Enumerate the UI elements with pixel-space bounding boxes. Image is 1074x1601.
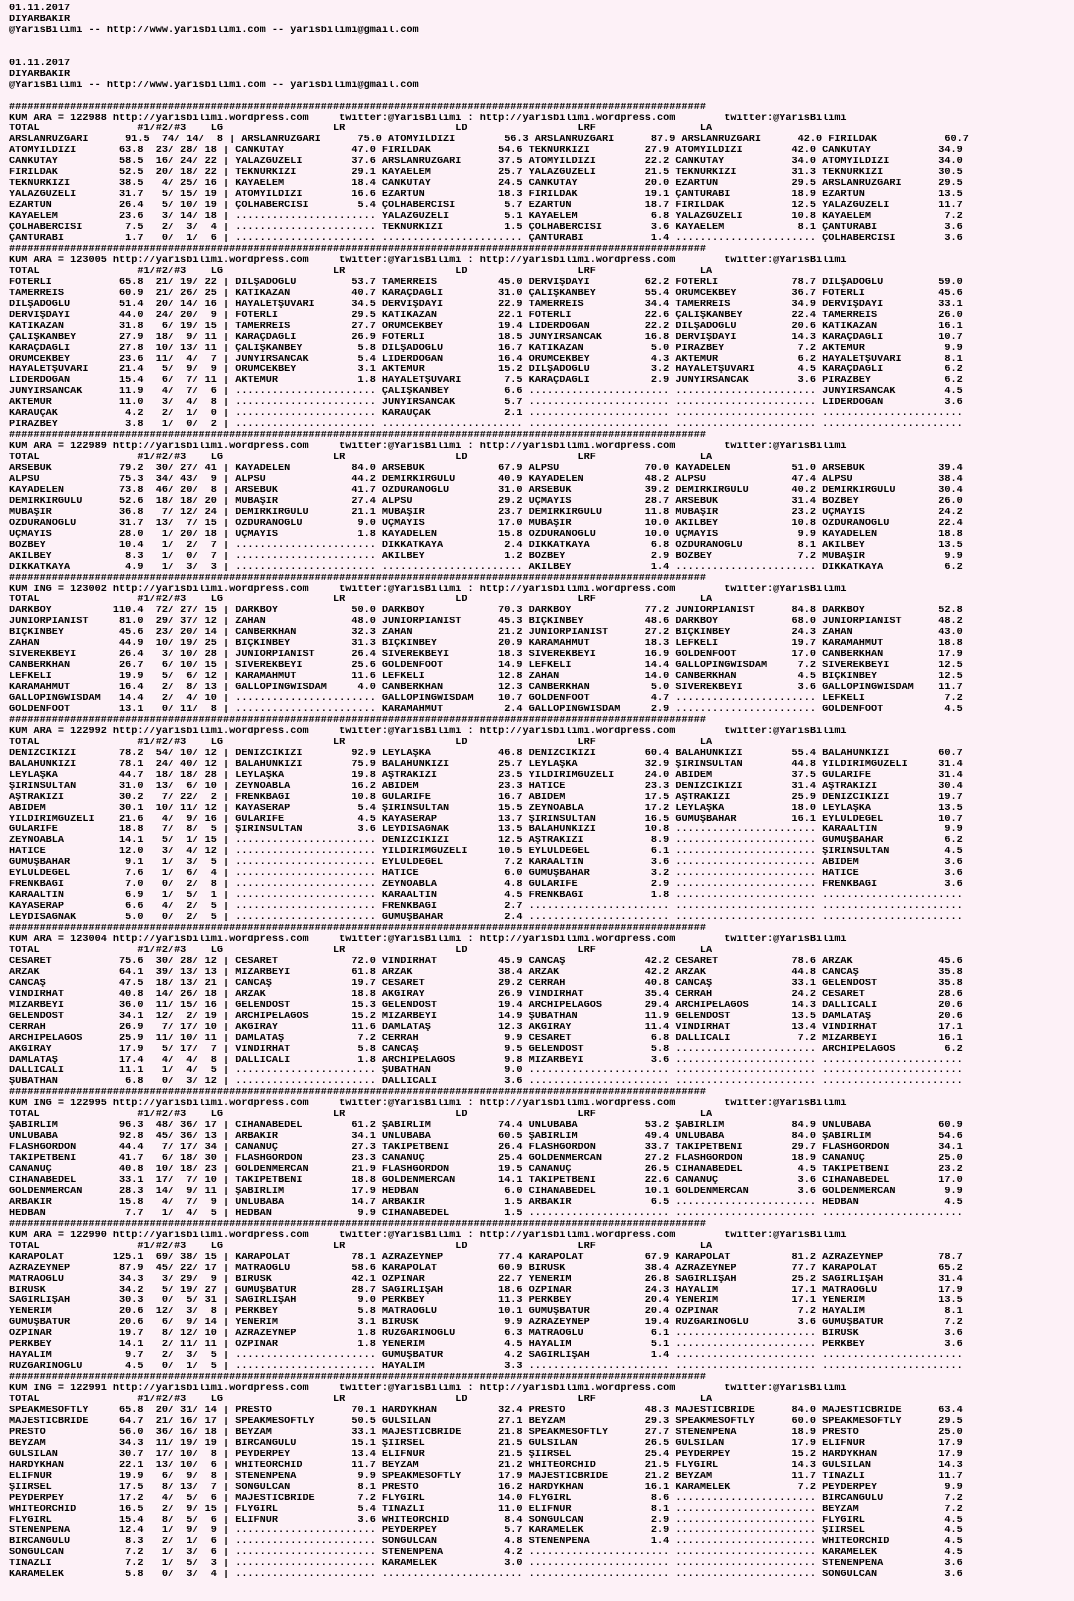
- race-title: KUM ARA = 123005 http://yarisbilimi.wordpress.com twitter:@YarisBilimi : http://yarisbilimi.wordpress.com twitter:@YarisBilimi: [9, 255, 847, 266]
- race-row: ÇANTURABİ 1.7 0/ 1/ 6 | ....................... ....................... ÇANTURABİ 1.4 ....................... ÇOLHABERCİSİ 3.6: [9, 234, 963, 245]
- separator-line: ##################################################################################################################: [9, 1219, 706, 1230]
- spacer: [9, 48, 1074, 59]
- race-row: GÜMÜŞBATUR 20.6 6/ 9/ 14 | YENERİM 3.1 BIRUSK 9.9 AZRAZEYNEP 19.4 RÜZGARINOĞLU 3.6 GÜMÜŞBATUR 7.2: [9, 1318, 963, 1329]
- race-row: ZAHAN 44.9 10/ 19/ 25 | BIÇKINBEY 31.3 BIÇKINBEY 20.9 KARAMAHMUT 18.3 LEFKELİ 19.7 KARAMAHMUT 18.8: [9, 639, 963, 650]
- race-row: VİNDİRHAT 40.8 14/ 26/ 18 | ARZAK 18.8 AKGIRAY 26.9 VİNDİRHAT 35.4 CERRAH 24.2 CESARET 28.6: [9, 989, 963, 1000]
- race-row: PEYDERPEY 17.2 4/ 5/ 6 | MAJESTICBRIDE 7.2 FLYGIRL 14.0 FLYGIRL 8.6 ....................... BİRCANGÜLÜ 7.2: [9, 1493, 963, 1504]
- race-title: KUM ING = 123002 http://yarisbilimi.wordpress.com twitter:@YarisBilimi : http://yarisbilimi.wordpress.com twitter:@YarisBilimi: [9, 584, 847, 595]
- race-row: CANCAŞ 47.5 18/ 13/ 21 | CANCAŞ 19.7 CESARET 29.2 CERRAH 40.8 CANCAŞ 33.1 GELENDOST 35.8: [9, 978, 963, 989]
- race-row: ARSLANRÜZGARI 91.5 74/ 14/ 8 | ARSLANRÜZGARI 75.0 ATOMYILDIZI 56.3 ARSLANRÜZGARI 87.9 ARSLANRÜZGARI 42.0 FIRILDAK 60.7: [9, 135, 969, 146]
- race-row: RÜZGARINOĞLU 4.5 0/ 1/ 5 | ....................... HAYALİM 3.3 ....................... ....................... .......................: [9, 1362, 963, 1373]
- column-header: TOTAL #1/#2/#3 LG LR LD LRF LA: [9, 1395, 713, 1406]
- race-block: [9, 1373, 1074, 1581]
- race-block: [9, 1220, 1074, 1373]
- header-repeat-city: DIYARBAKIR: [9, 69, 71, 80]
- race-row: ARCHİPELAGOS 25.9 11/ 10/ 11 | DAMLATAŞ 7.2 CERRAH 9.9 CESARET 6.8 DALLICALI 7.2 MİZARBEYİ 16.1: [9, 1033, 963, 1044]
- race-title: KUM ARA = 122989 http://yarisbilimi.wordpress.com twitter:@YarisBilimi : http://yarisbilimi.wordpress.com twitter:@YarisBilimi: [9, 442, 847, 453]
- race-row: AKGIRAY 17.9 5/ 17/ 7 | VİNDİRHAT 5.8 CANCAŞ 9.5 GELENDOST 5.8 ....................... ARCHİPELAGOS 6.2: [9, 1044, 963, 1055]
- race-row: LEFKELİ 19.9 5/ 6/ 12 | KARAMAHMUT 11.6 LEFKELİ 12.8 ZAHAN 14.0 CANBERKHAN 4.5 BIÇKINBEY 12.5: [9, 672, 963, 683]
- race-row: BIRUSK 34.2 5/ 19/ 27 | GÜMÜŞBATUR 28.7 SAGIRLIŞAH 18.6 ÖZPINAR 24.3 HAYALİM 17.1 MATRAOĞLU 17.9: [9, 1285, 963, 1296]
- separator-line: ##################################################################################################################: [9, 573, 706, 584]
- spacer: [9, 92, 1074, 103]
- race-row: SİVEREKBEYİ 26.4 3/ 10/ 28 | JUNIORPIANIST 26.4 SİVEREKBEYİ 18.3 SİVEREKBEYİ 16.9 GOLDENFOOT 17.0 CANBERKHAN 17.9: [9, 650, 963, 661]
- race-row: KARAÇDAGLI 27.8 10/ 13/ 11 | ÇALIŞKANBEY 5.8 DİLŞADOĞLU 16.7 KATİKAZAN 5.0 PİRAZBEY 7.2 AKTEMÜR 9.9: [9, 343, 963, 354]
- race-row: GOLDENFOOT 13.1 0/ 11/ 8 | ....................... KARAMAHMUT 2.4 GALLOPINGWISDAM 2.9 ....................... GOLDENFOOT 4.5: [9, 705, 963, 715]
- race-row: ÖZDURANOĞLU 31.7 13/ 7/ 15 | ÖZDURANOĞLU 9.0 ÜÇMAYIS 17.0 MUBAŞİR 10.0 AKILBEY 10.8 ÖZDURANOĞLU 22.4: [9, 518, 963, 529]
- separator-line: ##################################################################################################################: [9, 244, 706, 255]
- race-row: CANKUTAY 58.5 16/ 24/ 22 | YALAZGÜZELİ 37.6 ARSLANRÜZGARI 37.5 ATOMYILDIZI 22.2 CANKUTAY 34.0 ATOMYILDIZI 34.0: [9, 157, 963, 168]
- race-row: CİHANABEDEL 33.1 17/ 7/ 10 | TAKİPETBENİ 18.8 GOLDENMERCAN 14.1 TAKİPETBENİ 22.6 CANANUÇ 3.6 CİHANABEDEL 17.0: [9, 1175, 963, 1186]
- race-row: HARDYKHAN 22.1 13/ 10/ 6 | WHITEORCHID 11.7 BEYZAM 21.2 WHITEORCHID 21.5 FLYGIRL 14.3 GULSİLAN 14.3: [9, 1460, 963, 1471]
- race-row: EZARTUN 26.4 5/ 10/ 19 | ÇOLHABERCİSİ 5.4 ÇOLHABERCİSİ 5.7 EZARTUN 18.7 FIRILDAK 12.5 YALAZGÜZELİ 11.7: [9, 201, 963, 212]
- race-row: DERVİŞDAYI 44.0 24/ 20/ 9 | FOTERLİ 29.5 KATİKAZAN 22.1 FOTERLİ 22.6 ÇALIŞKANBEY 22.4 TAMERREİS 26.0: [9, 310, 963, 321]
- race-row: YALAZGÜZELİ 31.7 5/ 15/ 19 | ATOMYILDIZI 16.6 EZARTUN 18.3 FIRILDAK 19.1 ÇANTURABİ 18.9 EZARTUN 13.5: [9, 190, 963, 201]
- race-row: HAYALETŞUVARİ 21.4 5/ 9/ 9 | ÖRÜMCEKBEY 3.1 AKTEMÜR 15.2 DİLŞADOĞLU 3.2 HAYALETŞUVARİ 4.5 KARAÇDAGLI 6.2: [9, 365, 963, 376]
- race-row: HAYALİM 9.7 2/ 3/ 5 | ....................... GÜMÜŞBATUR 4.2 SAGIRLIŞAH 1.4 ....................... .......................: [9, 1351, 963, 1362]
- race-row: DARKBOY 110.4 72/ 27/ 15 | DARKBOY 50.0 DARKBOY 70.3 DARKBOY 77.2 JUNIORPIANIST 84.8 DARKBOY 52.8: [9, 606, 963, 617]
- race-row: FLASHGORDON 44.4 7/ 17/ 34 | CANANUÇ 27.3 TAKİPETBENİ 26.4 FLASHGORDON 33.7 TAKİPETBENİ 29.7 FLASHGORDON 34.1: [9, 1143, 963, 1154]
- race-row: YENERİM 20.6 12/ 3/ 8 | PERKBEY 5.8 MATRAOĞLU 10.1 GÜMÜŞBATUR 20.4 ÖZPINAR 7.2 HAYALİM 8.1: [9, 1307, 963, 1318]
- header-repeat-contact: @YarisBilimi -- http://www.yarisbilimi.com -- yarisbilimi@gmail.com: [9, 80, 419, 91]
- race-row: TAKİPETBENİ 41.7 6/ 18/ 30 | FLASHGORDON 23.3 CANANUÇ 25.4 GOLDENMERCAN 27.2 FLASHGORDON 18.9 CANANUÇ 25.0: [9, 1154, 963, 1165]
- column-header: TOTAL #1/#2/#3 LG LR LD LRF LA: [9, 453, 713, 464]
- column-header: TOTAL #1/#2/#3 LG LR LD LRF LA: [9, 595, 713, 606]
- race-row: ALPSU 75.3 34/ 43/ 9 | ALPSU 44.2 DEMİRKIRGÜLÜ 40.9 KAYADELEN 48.2 ALPSU 47.4 ALPSU 38.4: [9, 474, 963, 485]
- spacer: [9, 37, 1074, 48]
- race-row: WHITEORCHID 16.5 2/ 9/ 15 | FLYGIRL 5.4 TINAZLI 11.0 ELİFNUR 8.1 ....................... BEYZAM 7.2: [9, 1504, 963, 1515]
- race-row: AZRAZEYNEP 87.9 45/ 22/ 17 | MATRAOĞLU 58.6 KARAPOLAT 60.9 BIRUSK 38.4 AZRAZEYNEP 77.7 KARAPOLAT 65.2: [9, 1263, 963, 1274]
- race-row: ARBAKIR 15.8 4/ 7/ 9 | ÜNLÜBABA 14.7 ARBAKIR 1.5 ARBAKIR 6.5 ....................... HEDBAN 4.5: [9, 1197, 963, 1208]
- race-row: FLYGIRL 15.4 8/ 5/ 6 | ELİFNUR 3.6 WHITEORCHID 8.4 SONGULCAN 2.9 ....................... FLYGIRL 4.5: [9, 1515, 963, 1526]
- race-block: [9, 1088, 1074, 1219]
- race-row: BEYZAM 34.3 11/ 19/ 19 | BİRCANGÜLÜ 15.1 ŞİİRSEL 21.5 GULSİLAN 26.5 GULSİLAN 17.9 ELİFNUR 17.9: [9, 1438, 963, 1449]
- separator-line: ##################################################################################################################: [9, 924, 706, 935]
- race-row: GULARİFE 18.8 7/ 8/ 5 | ŞİRİNSULTAN 3.6 LEYDİSAGNAK 13.5 BALAHUNKIZI 10.8 ....................... KARAALTIN 9.9: [9, 825, 963, 836]
- race-row: GOLDENMERCAN 28.3 14/ 9/ 11 | ŞABIRLIM 17.9 HEDBAN 6.0 CİHANABEDEL 10.1 GOLDENMERCAN 3.6 GOLDENMERCAN 9.9: [9, 1186, 963, 1197]
- column-header: TOTAL #1/#2/#3 LG LR LD LRF LA: [9, 266, 713, 277]
- race-title: KUM ARA = 122992 http://yarisbilimi.wordpress.com twitter:@YarisBilimi : http://yarisbilimi.wordpress.com twitter:@YarisBilimi: [9, 726, 847, 737]
- race-tables: [9, 103, 1074, 1582]
- race-row: ABİDEM 30.1 10/ 11/ 12 | KAYASERAP 5.4 ŞİRİNSULTAN 15.5 ZEYNOABLA 17.2 LEYLAŞKA 18.0 LEYLAŞKA 13.5: [9, 803, 963, 814]
- race-row: SONGULCAN 7.2 1/ 3/ 6 | ....................... STENENPENA 4.2 ....................... ....................... KARAMELEK 4.5: [9, 1548, 963, 1559]
- race-row: ARSEBÜK 79.2 30/ 27/ 41 | KAYADELEN 84.0 ARSEBÜK 67.9 ALPSU 70.0 KAYADELEN 51.0 ARSEBÜK 39.4: [9, 464, 963, 475]
- race-row: ÇALIŞKANBEY 27.9 18/ 9/ 11 | KARAÇDAGLI 26.9 FOTERLİ 18.5 JUNYİRSANCAK 16.8 DERVİŞDAYI 14.3 KARAÇDAGLI 10.7: [9, 332, 963, 343]
- race-row: TINAZLI 7.2 1/ 5/ 3 | ....................... KARAMELEK 3.0 ....................... ....................... STENENPENA 3.6: [9, 1559, 963, 1570]
- race-row: BALAHUNKIZI 78.1 24/ 40/ 12 | BALAHUNKIZI 75.9 BALAHUNKIZI 25.7 LEYLAŞKA 32.9 ŞİRİNSULTAN 44.8 YILDIRIMGÜZELİ 31.4: [9, 759, 963, 770]
- separator-line: ##################################################################################################################: [9, 1373, 706, 1384]
- separator-line: ##################################################################################################################: [9, 1088, 706, 1099]
- race-row: KARAMELEK 5.8 0/ 3/ 4 | ....................... ....................... ....................... ....................... SONGULCAN 3.6: [9, 1570, 963, 1581]
- race-row: CANANUÇ 40.8 10/ 18/ 23 | GOLDENMERCAN 21.9 FLASHGORDON 19.5 CANANUÇ 26.5 CİHANABEDEL 4.5 TAKİPETBENİ 23.2: [9, 1165, 963, 1176]
- column-header: TOTAL #1/#2/#3 LG LR LD LRF LA: [9, 945, 713, 956]
- race-row: PRESTO 56.0 36/ 16/ 18 | BEYZAM 33.1 MAJESTICBRIDE 21.8 SPEAKMESOFTLY 27.7 STENENPENA 18.9 PRESTO 25.0: [9, 1427, 963, 1438]
- race-row: GÜMÜŞBAHAR 9.1 1/ 3/ 5 | ....................... EYLÜLDEGEL 7.2 KARAALTIN 3.6 ....................... ABİDEM 3.6: [9, 858, 963, 869]
- race-row: ÜNLÜBABA 92.8 45/ 36/ 13 | ARBAKIR 34.1 ÜNLÜBABA 60.5 ŞABIRLIM 49.4 ÜNLÜBABA 84.0 ŞABIRLIM 54.6: [9, 1132, 963, 1143]
- race-row: SPEAKMESOFTLY 65.8 20/ 31/ 14 | PRESTO 70.1 HARDYKHAN 32.4 PRESTO 48.3 MAJESTICBRIDE 84.0 MAJESTICBRIDE 63.4: [9, 1406, 963, 1416]
- race-row: ŞABIRLIM 96.3 48/ 36/ 17 | CİHANABEDEL 61.2 ŞABIRLIM 74.4 ÜNLÜBABA 53.2 ŞABIRLIM 84.9 ÜNLÜBABA 60.9: [9, 1121, 963, 1132]
- race-row: AŞTRAKIZI 30.2 7/ 22/ 2 | FRENKBAĞI 10.8 GULARİFE 16.7 ABİDEM 17.5 AŞTRAKIZI 25.9 DENİZCİKIZI 19.7: [9, 792, 963, 803]
- race-row: KAYADELEN 73.8 46/ 20/ 8 | ARSEBÜK 41.7 ÖZDURANOĞLU 31.0 ARSEBÜK 39.2 DEMİRKIRGÜLÜ 40.2 DEMİRKIRGÜLÜ 30.4: [9, 485, 963, 496]
- column-header: TOTAL #1/#2/#3 LG LR LD LRF LA: [9, 737, 713, 748]
- header-repeat-date: 01.11.2017: [9, 58, 71, 69]
- header-date: 01.11.2017: [9, 4, 71, 14]
- race-row: JUNYİRSANCAK 11.9 4/ 7/ 6 | ....................... ÇALIŞKANBEY 6.6 ....................... ....................... JUNYİRSANCAK 4.5: [9, 387, 963, 398]
- race-row: HEDBAN 7.7 1/ 4/ 5 | HEDBAN 9.9 CİHANABEDEL 1.5 ....................... ....................... .......................: [9, 1208, 963, 1219]
- race-row: BOZBEY 10.4 1/ 2/ 7 | ....................... DİKKATKAYA 2.4 DİKKATKAYA 6.8 ÖZDURANOĞLU 8.1 AKILBEY 13.5: [9, 540, 963, 551]
- race-row: GELENDOST 34.1 12/ 2/ 19 | ARCHİPELAGOS 15.2 MİZARBEYİ 14.9 ŞUBATHAN 11.9 GELENDOST 13.5 DAMLATAŞ 20.6: [9, 1011, 963, 1022]
- race-row: DİKKATKAYA 4.9 1/ 3/ 3 | ....................... ....................... AKILBEY 1.4 ....................... DİKKATKAYA 6.2: [9, 562, 963, 573]
- race-title: KUM ARA = 122990 http://yarisbilimi.wordpress.com twitter:@YarisBilimi : http://yarisbilimi.wordpress.com twitter:@YarisBilimi: [9, 1230, 847, 1241]
- header-city: DIYARBAKIR: [9, 14, 71, 25]
- race-row: KAYAELEM 23.6 3/ 14/ 18 | ....................... YALAZGÜZELİ 5.1 KAYAELEM 6.8 YALAZGÜZELİ 10.8 KAYAELEM 7.2: [9, 212, 963, 223]
- race-row: HATİCE 12.0 3/ 4/ 12 | ....................... YILDIRIMGÜZELİ 10.5 EYLÜLDEGEL 6.1 ....................... ŞİRİNSULTAN 4.5: [9, 847, 963, 858]
- race-row: MİZARBEYİ 36.0 11/ 15/ 16 | GELENDOST 15.3 GELENDOST 19.4 ARCHİPELAGOS 29.4 ARCHİPELAGOS 14.3 DALLICALI 20.6: [9, 1000, 963, 1011]
- race-row: PİRAZBEY 3.8 1/ 0/ 2 | ....................... ....................... ....................... ....................... .......................: [9, 420, 963, 431]
- race-title: KUM ING = 122991 http://yarisbilimi.wordpress.com twitter:@YarisBilimi : http://yarisbilimi.wordpress.com twitter:@YarisBilimi: [9, 1384, 847, 1395]
- race-row: KARAUÇAK 4.2 2/ 1/ 0 | ....................... KARAUÇAK 2.1 ....................... ....................... .......................: [9, 409, 963, 420]
- race-block: [9, 574, 1074, 716]
- race-row: MATRAOĞLU 34.3 3/ 29/ 9 | BIRUSK 42.1 ÖZPINAR 22.7 YENERİM 26.8 SAGIRLIŞAH 25.2 SAGIRLIŞAH 31.4: [9, 1274, 963, 1285]
- race-row: LEYDİSAGNAK 5.0 0/ 2/ 5 | ....................... GÜMÜŞBAHAR 2.4 ....................... ....................... .......................: [9, 913, 963, 924]
- race-row: ŞİİRSEL 17.5 8/ 13/ 7 | SONGULCAN 8.1 PRESTO 16.2 HARDYKHAN 16.1 KARAMELEK 7.2 PEYDERPEY 9.9: [9, 1482, 963, 1493]
- separator-line: ##################################################################################################################: [9, 431, 706, 442]
- race-row: LEYLAŞKA 44.7 18/ 18/ 28 | LEYLAŞKA 19.8 AŞTRAKIZI 23.5 YILDIRIMGÜZELİ 24.0 ABİDEM 37.5 GULARİFE 31.4: [9, 770, 963, 781]
- race-row: ÇOLHABERCİSİ 7.5 2/ 3/ 4 | ....................... TEKNURKIZI 1.5 ÇOLHABERCİSİ 3.6 KAYAELEM 8.1 ÇANTURABİ 3.6: [9, 223, 963, 234]
- race-row: ATOMYILDIZI 63.8 23/ 28/ 18 | CANKUTAY 47.0 FIRILDAK 54.6 TEKNURKIZI 27.9 ATOMYILDIZI 42.0 CANKUTAY 34.9: [9, 146, 963, 157]
- race-title: KUM ING = 122995 http://yarisbilimi.wordpress.com twitter:@YarisBilimi : http://yarisbilimi.wordpress.com twitter:@YarisBilimi: [9, 1099, 847, 1110]
- race-block: [9, 245, 1074, 431]
- race-row: STENENPENA 12.4 1/ 9/ 9 | ....................... PEYDERPEY 5.7 KARAMELEK 2.9 ....................... ŞİİRSEL 4.5: [9, 1526, 963, 1537]
- race-row: YILDIRIMGÜZELİ 21.6 4/ 9/ 16 | GULARİFE 4.5 KAYASERAP 13.7 ŞİRİNSULTAN 16.5 GÜMÜŞBAHAR 16.1 EYLÜLDEGEL 10.7: [9, 814, 963, 825]
- race-row: ELİFNUR 19.9 6/ 9/ 8 | STENENPENA 9.9 SPEAKMESOFTLY 17.9 MAJESTICBRIDE 21.2 BEYZAM 11.7 TINAZLI 11.7: [9, 1471, 963, 1482]
- race-block: [9, 716, 1074, 924]
- race-row: LİDERDOĞAN 15.4 6/ 7/ 11 | AKTEMÜR 1.8 HAYALETŞUVARİ 7.5 KARAÇDAGLI 2.9 JUNYİRSANCAK 3.6 PİRAZBEY 6.2: [9, 376, 963, 387]
- race-row: GALLOPINGWISDAM 14.4 2/ 4/ 10 | ....................... GALLOPINGWISDAM 10.7 GOLDENFOOT 4.7 ....................... LEFKELİ 7.2: [9, 694, 963, 705]
- race-row: AKTEMÜR 11.0 3/ 4/ 8 | ....................... JUNYİRSANCAK 5.7 ....................... ....................... LİDERDOĞAN 3.6: [9, 398, 963, 409]
- race-row: AKILBEY 8.3 1/ 0/ 7 | ....................... AKILBEY 1.2 BOZBEY 2.9 BOZBEY 7.2 MUBAŞİR 9.9: [9, 551, 963, 562]
- race-row: DALLICALI 11.1 1/ 4/ 5 | ....................... ŞUBATHAN 9.0 ....................... ....................... .......................: [9, 1066, 963, 1077]
- race-row: BİRCANGÜLÜ 8.3 2/ 1/ 6 | ....................... SONGULCAN 4.8 STENENPENA 1.4 ....................... WHITEORCHID 4.5: [9, 1537, 963, 1548]
- race-row: KATİKAZAN 31.8 6/ 19/ 15 | TAMERREİS 27.7 ÖRÜMCEKBEY 19.4 LİDERDOĞAN 22.2 DİLŞADOĞLU 20.6 KATİKAZAN 16.1: [9, 321, 963, 332]
- race-row: KARAPOLAT 125.1 69/ 38/ 15 | KARAPOLAT 78.1 AZRAZEYNEP 77.4 KARAPOLAT 67.9 KARAPOLAT 81.2 AZRAZEYNEP 78.7: [9, 1252, 963, 1263]
- race-row: DİLŞADOĞLU 51.4 20/ 14/ 16 | HAYALETŞUVARİ 34.5 DERVİŞDAYI 22.9 TAMERREİS 34.4 TAMERREİS 34.9 DERVİŞDAYI 33.1: [9, 299, 963, 310]
- race-title: KUM ARA = 122988 http://yarisbilimi.wordpress.com twitter:@YarisBilimi : http://yarisbilimi.wordpress.com twitter:@YarisBilimi: [9, 113, 847, 124]
- separator-line: ##################################################################################################################: [9, 102, 706, 113]
- race-row: EYLÜLDEGEL 7.6 1/ 6/ 4 | ....................... HATİCE 6.0 GÜMÜŞBAHAR 3.2 ....................... HATİCE 3.6: [9, 869, 963, 880]
- race-row: DAMLATAŞ 17.4 4/ 4/ 8 | DALLICALI 1.8 ARCHİPELAGOS 9.8 MİZARBEYİ 3.6 ....................... .......................: [9, 1055, 963, 1066]
- race-row: GULSİLAN 30.7 17/ 10/ 8 | PEYDERPEY 13.4 ELİFNUR 21.5 ŞİİRSEL 25.4 PEYDERPEY 15.2 HARDYKHAN 17.9: [9, 1449, 963, 1460]
- race-row: CESARET 75.6 30/ 28/ 12 | CESARET 72.0 VİNDİRHAT 45.9 CANCAŞ 42.2 CESARET 78.6 ARZAK 45.6: [9, 956, 963, 967]
- race-row: ŞİRİNSULTAN 31.0 13/ 6/ 10 | ZEYNOABLA 16.2 ABİDEM 23.3 HATİCE 23.3 DENİZCİKIZI 31.4 AŞTRAKIZI 30.4: [9, 781, 963, 792]
- race-row: SAGIRLIŞAH 30.3 0/ 5/ 31 | SAGIRLIŞAH 9.0 PERKBEY 11.3 PERKBEY 20.4 YENERİM 17.1 YENERİM 13.5: [9, 1296, 963, 1307]
- column-header: TOTAL #1/#2/#3 LG LR LD LRF LA: [9, 1241, 713, 1252]
- race-row: ZEYNOABLA 14.1 5/ 1/ 15 | ....................... DENİZCİKIZI 12.5 AŞTRAKIZI 8.9 ....................... GÜMÜŞBAHAR 6.2: [9, 836, 963, 847]
- race-row: CANBERKHAN 26.7 6/ 10/ 15 | SİVEREKBEYİ 25.6 GOLDENFOOT 14.9 LEFKELİ 14.4 GALLOPINGWISDAM 7.2 SİVEREKBEYİ 12.5: [9, 661, 963, 672]
- race-row: CERRAH 26.9 7/ 17/ 10 | AKGIRAY 11.6 DAMLATAŞ 12.3 AKGIRAY 11.4 VİNDİRHAT 13.4 VİNDİRHAT 17.1: [9, 1022, 963, 1033]
- race-row: DENİZCİKIZI 78.2 54/ 10/ 12 | DENİZCİKIZI 92.9 LEYLAŞKA 46.8 DENİZCİKIZI 60.4 BALAHUNKIZI 55.4 BALAHUNKIZI 60.7: [9, 748, 963, 759]
- race-row: ÜÇMAYIS 28.0 1/ 20/ 18 | ÜÇMAYIS 1.8 KAYADELEN 15.8 ÖZDURANOĞLU 10.0 ÜÇMAYIS 9.9 KAYADELEN 18.8: [9, 529, 963, 540]
- race-row: KARAALTIN 6.9 1/ 5/ 1 | ....................... KARAALTIN 4.5 FRENKBAĞI 1.8 ....................... .......................: [9, 891, 963, 902]
- race-block: [9, 103, 1074, 245]
- race-block: [9, 924, 1074, 1088]
- race-row: ARZAK 64.1 39/ 13/ 13 | MİZARBEYİ 61.8 ARZAK 38.4 ARZAK 42.2 ARZAK 44.8 CANCAŞ 35.8: [9, 967, 963, 978]
- race-row: DEMİRKIRGÜLÜ 52.6 18/ 18/ 20 | MUBAŞİR 27.4 ALPSU 29.2 ÜÇMAYIS 28.7 ARSEBÜK 31.4 BOZBEY 26.0: [9, 496, 963, 507]
- race-row: ÖZPINAR 19.7 8/ 12/ 10 | AZRAZEYNEP 1.8 RÜZGARINOĞLU 6.3 MATRAOĞLU 6.1 ....................... BIRUSK 3.6: [9, 1329, 963, 1340]
- race-row: FIRILDAK 52.5 20/ 18/ 22 | TEKNURKIZI 29.1 KAYAELEM 25.7 YALAZGÜZELİ 21.5 TEKNURKIZI 31.3 TEKNURKIZI 30.5: [9, 168, 963, 179]
- race-row: JUNIORPIANIST 81.0 29/ 37/ 12 | ZAHAN 48.0 JUNIORPIANIST 45.3 BIÇKINBEY 48.6 DARKBOY 68.0 JUNIORPIANIST 48.2: [9, 617, 963, 628]
- race-row: TAMERREİS 60.9 21/ 26/ 25 | KATİKAZAN 40.7 KARAÇDAGLI 31.0 ÇALIŞKANBEY 55.4 ÖRÜMCEKBEY 36.7 FOTERLİ 45.6: [9, 288, 963, 299]
- race-row: KARAMAHMUT 16.4 2/ 8/ 13 | GALLOPINGWISDAM 4.0 CANBERKHAN 12.3 CANBERKHAN 5.0 SİVEREKBEYİ 3.6 GALLOPINGWISDAM 11.7: [9, 683, 963, 694]
- race-row: TEKNURKIZI 38.5 4/ 25/ 16 | KAYAELEM 18.4 CANKUTAY 24.5 CANKUTAY 20.0 EZARTUN 29.5 ARSLANRÜZGARI 29.5: [9, 179, 963, 190]
- column-header: TOTAL #1/#2/#3 LG LR LD LRF LA: [9, 124, 713, 135]
- race-row: MAJESTICBRIDE 64.7 21/ 16/ 17 | SPEAKMESOFTLY 50.5 GULSİLAN 27.1 BEYZAM 29.3 SPEAKMESOFTLY 60.0 SPEAKMESOFTLY 29.5: [9, 1416, 963, 1427]
- race-row: MUBAŞİR 36.8 7/ 12/ 24 | DEMİRKIRGÜLÜ 21.1 MUBAŞİR 23.7 DEMİRKIRGÜLÜ 11.8 MUBAŞİR 23.2 ÜÇMAYIS 24.2: [9, 507, 963, 518]
- race-row: ŞUBATHAN 6.8 0/ 3/ 12 | ....................... DALLICALI 3.6 ....................... ....................... .......................: [9, 1077, 963, 1088]
- header-contact: @YarisBilimi -- http://www.yarisbilimi.com -- yarisbilimi@gmail.com: [9, 25, 419, 36]
- race-row: ÖRÜMCEKBEY 23.6 11/ 4/ 7 | JUNYİRSANCAK 5.4 LİDERDOĞAN 16.4 ÖRÜMCEKBEY 4.3 AKTEMÜR 6.2 HAYALETŞUVARİ 8.1: [9, 354, 963, 365]
- race-row: FOTERLİ 65.8 21/ 19/ 22 | DİLŞADOĞLU 53.7 TAMERREİS 45.0 DERVİŞDAYI 62.2 FOTERLİ 78.7 DİLŞADOĞLU 59.0: [9, 277, 963, 288]
- race-row: BIÇKINBEY 45.6 23/ 20/ 14 | CANBERKHAN 32.3 ZAHAN 21.2 JUNIORPIANIST 27.2 BIÇKINBEY 24.3 ZAHAN 43.0: [9, 628, 963, 639]
- race-row: FRENKBAĞI 7.0 0/ 2/ 8 | ....................... ZEYNOABLA 4.8 GULARİFE 2.9 ....................... FRENKBAĞI 3.6: [9, 880, 963, 891]
- race-row: KAYASERAP 6.6 4/ 2/ 5 | ....................... FRENKBAĞI 2.7 ....................... ....................... .......................: [9, 902, 963, 913]
- race-block: [9, 431, 1074, 573]
- separator-line: ##################################################################################################################: [9, 715, 706, 726]
- race-title: KUM ARA = 123004 http://yarisbilimi.wordpress.com twitter:@YarisBilimi : http://yarisbilimi.wordpress.com twitter:@YarisBilimi: [9, 935, 847, 946]
- column-header: TOTAL #1/#2/#3 LG LR LD LRF LA: [9, 1110, 713, 1121]
- race-row: PERKBEY 14.1 2/ 11/ 11 | ÖZPINAR 1.8 YENERİM 4.5 HAYALİM 5.1 ....................... PERKBEY 3.6: [9, 1340, 963, 1351]
